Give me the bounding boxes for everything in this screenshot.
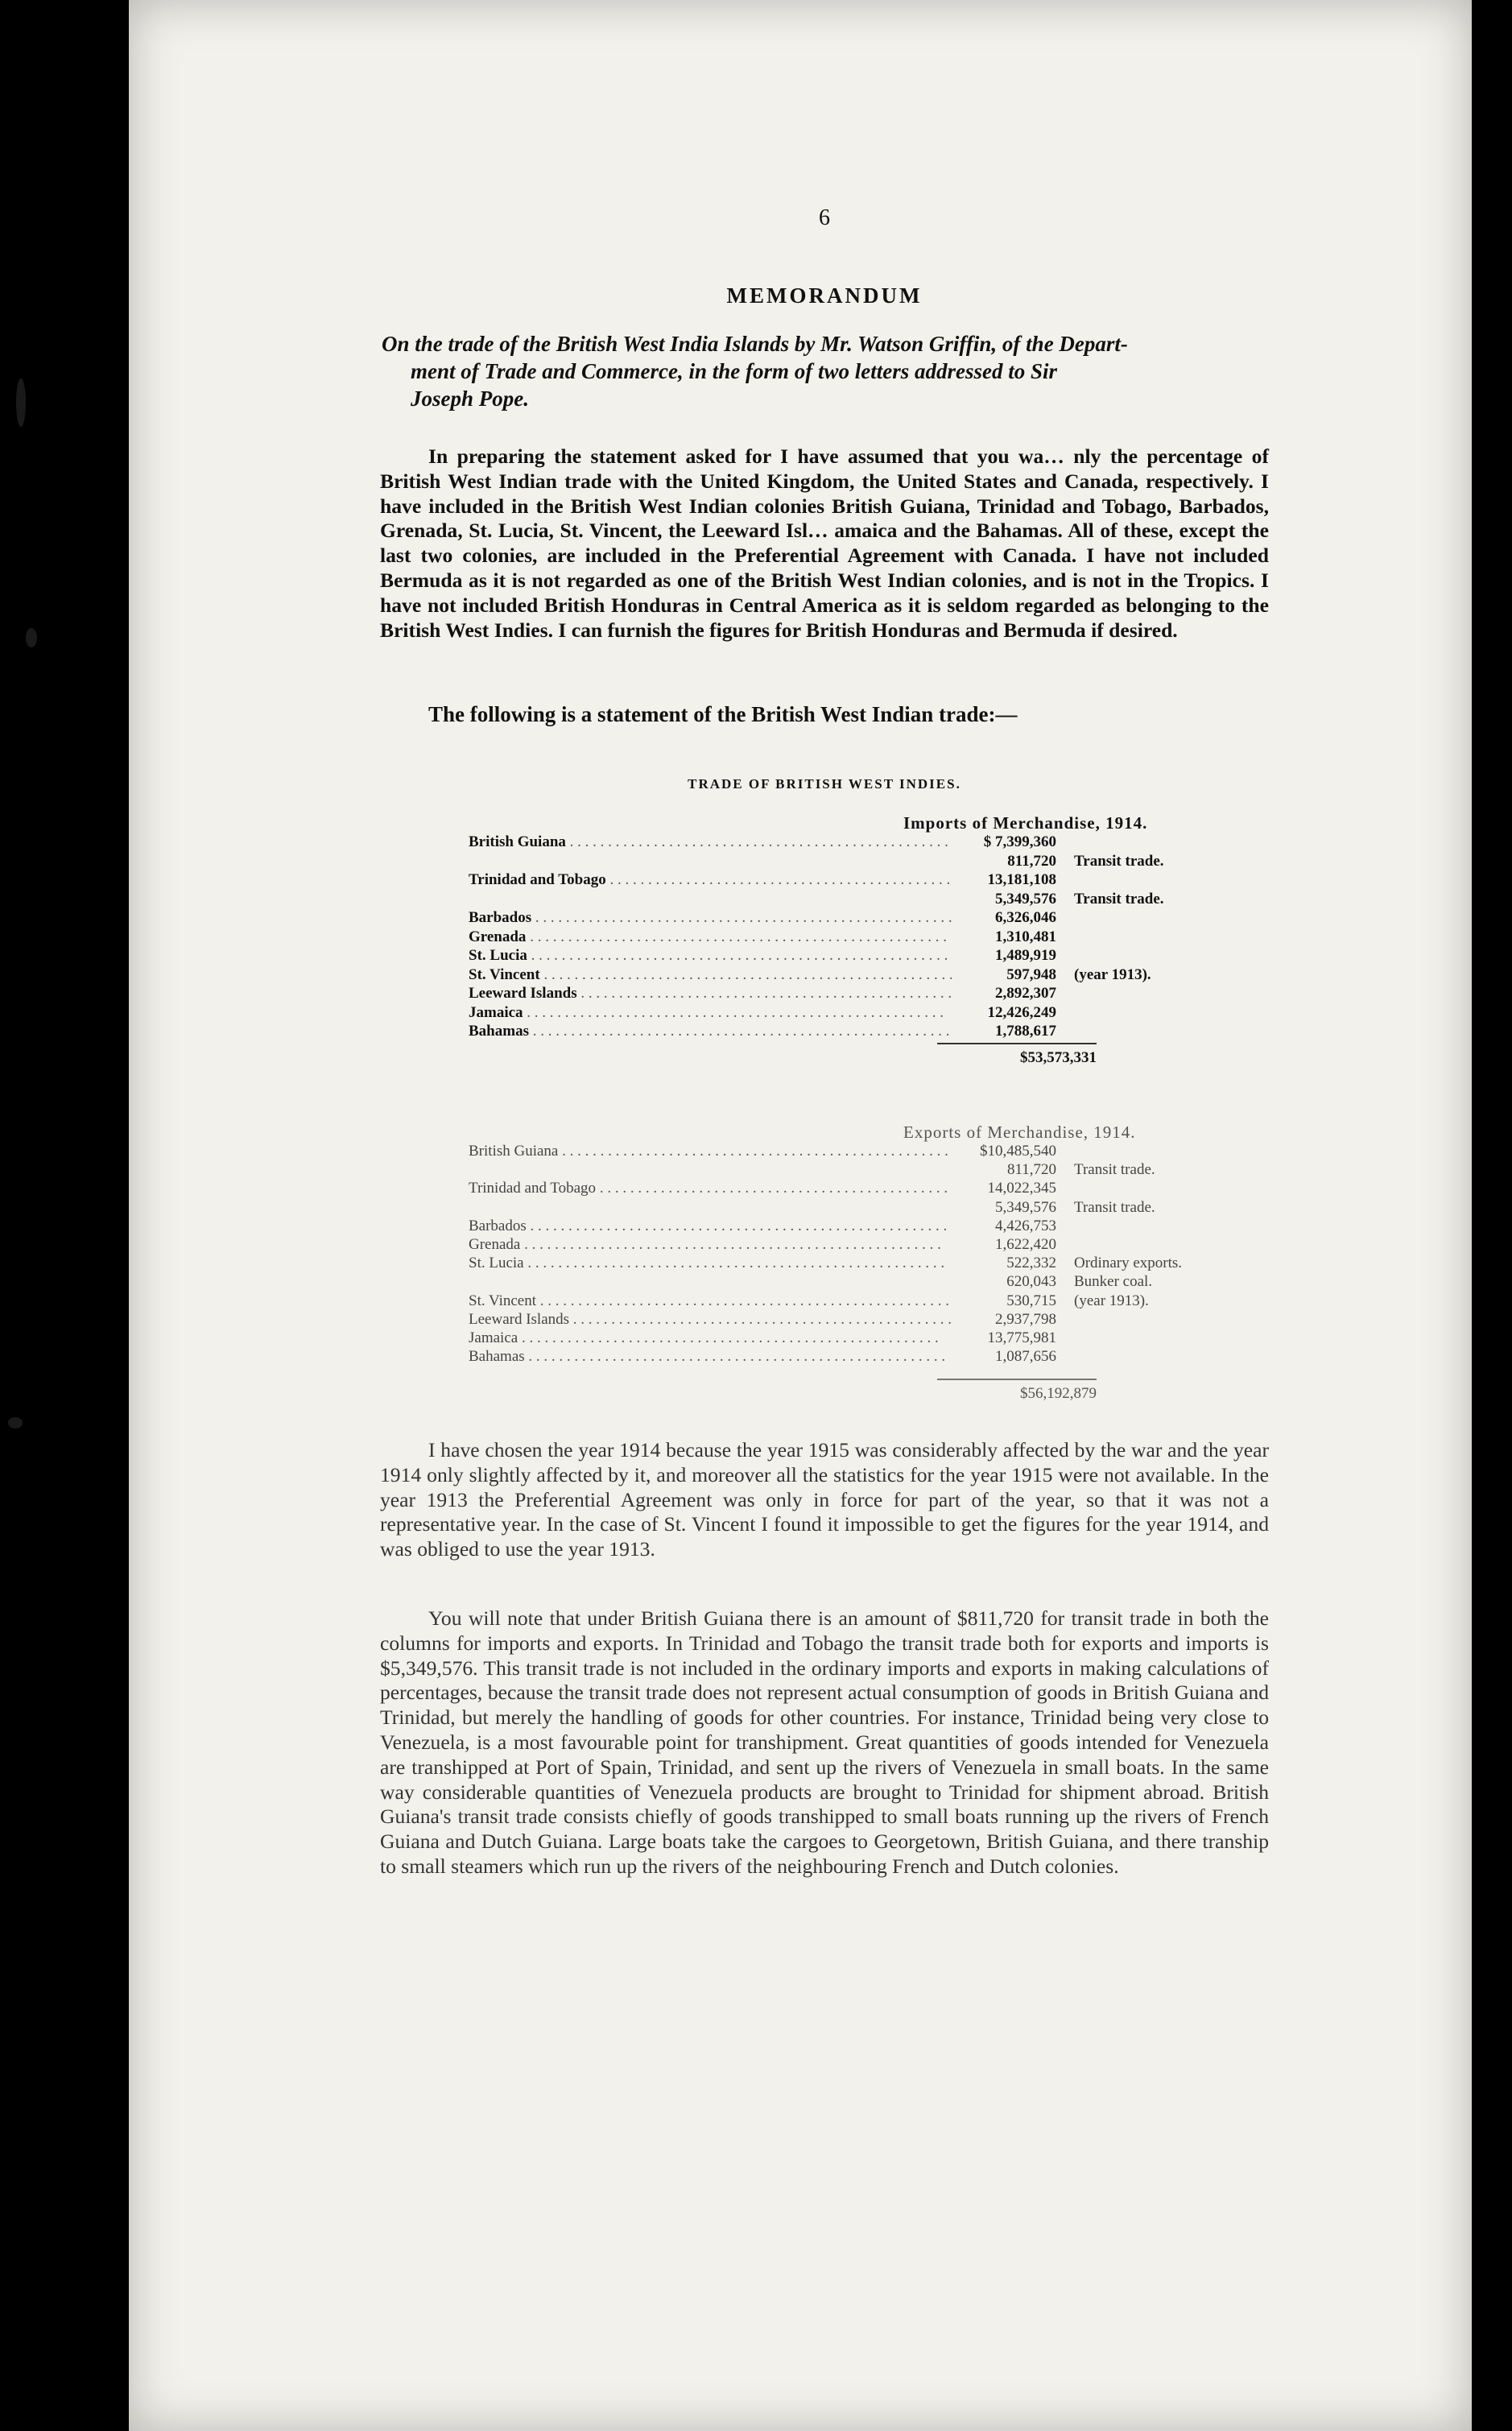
imports-row-label: St. Vincent . . .: [469, 965, 952, 985]
exports-row-value: 1,087,656: [995, 1348, 1056, 1366]
paragraph-statement-intro: The following is a statement of the British West Indian trade:—: [428, 702, 1018, 726]
imports-row: [469, 1022, 1274, 1041]
exports-row-value: 522,332: [1006, 1255, 1056, 1272]
imports-row-label: Jamaica . . .: [469, 1003, 952, 1023]
exports-row-value: 1,622,420: [995, 1236, 1056, 1253]
exports-row-value: $10,485,540: [980, 1143, 1056, 1160]
table-title: TRADE OF BRITISH WEST INDIES.: [688, 776, 961, 792]
imports-row-label: Leeward Islands . . .: [469, 984, 952, 1003]
paragraph-transit-trade: You will note that under British Guiana there is an amount of $811,720 for transit trade in both the columns for imports and exports. In Trinidad and Tobago the transit trade both for exports and imports is $5,349,576. This transit trade is not included in the ordinary imports and exports in making calculations of percentages, because the transit trade does not represent actual consumption of goods in British Guiana and Trinidad, but merely the handling of goods for other countries. For instance, Trinidad being very close to Venezuela, is a most favourable point for transhipment. Great quantities of goods intended for Venezuela are transhipped at Port of Spain, Trinidad, and sent up the rivers of Venezuela in small boats. In the same way considerable quantities of Venezuela products are brought to Trinidad for shipment abroad. British Guiana's transit trade consists chiefly of goods transhipped to small boats running up the rivers of French Guiana and Dutch Guiana. Large boats take the cargoes to Georgetown, British Guiana, and there tranship to small steamers which run up the rivers of the neighbouring French and Dutch colonies.: [380, 1606, 1269, 1878]
scan-speck: [26, 628, 37, 647]
imports-row-value: 811,720: [1007, 852, 1056, 870]
imports-row-label: Trinidad and Tobago . . .: [469, 870, 952, 890]
exports-row-note: Transit trade.: [1074, 1198, 1155, 1216]
exports-row-label: Grenada . . .: [469, 1235, 952, 1255]
scan-speck: [8, 1417, 23, 1428]
imports-total-rule: [937, 1043, 1097, 1044]
exports-row-note: Bunker coal.: [1074, 1273, 1153, 1291]
exports-row: [469, 1329, 1274, 1348]
imports-row: [469, 833, 1274, 852]
exports-row-label: St. Vincent . . .: [469, 1292, 952, 1311]
exports-row-value: 811,720: [1006, 1161, 1056, 1179]
imports-row: [469, 984, 1274, 1003]
exports-row: [469, 1272, 1274, 1292]
subtitle-line-2: ment of Trade and Commerce, in the form of two letters addressed to Sir: [411, 359, 1057, 383]
subtitle-line-3: Joseph Pope.: [411, 387, 529, 411]
paragraph-preparation: In preparing the statement asked for I have assumed that you wa… nly the percentage of British West Indian trade with the United Kingdom, the United States and Canada, respectively. I have included in the British West Indian colonies British Guiana, Trinidad and Tobago, Barbados, Grenada, St. Lucia, St. Vincent, the Leeward Isl… amaica and the Bahamas. All of these, except the last two colonies, are included in the Preferential Agreement with Canada. I have not included Bermuda as it is not regarded as one of the British West Indian colonies, and is not in the Tropics. I have not included British Honduras in Central America as it is seldom regarded as belonging to the British West Indies. I can furnish the figures for British Honduras and Bermuda if desired.: [380, 444, 1269, 642]
exports-row: [469, 1217, 1274, 1236]
exports-row: [469, 1254, 1274, 1273]
imports-row-label: Grenada . . .: [469, 928, 952, 947]
exports-row-value: 530,715: [1006, 1292, 1056, 1309]
exports-row: [469, 1160, 1274, 1180]
exports-row-note: Transit trade.: [1074, 1161, 1155, 1179]
imports-total: $53,573,331: [1020, 1049, 1097, 1066]
exports-row-value: 5,349,576: [995, 1198, 1056, 1216]
page-number: 6: [819, 205, 830, 230]
exports-row-value: 2,937,798: [995, 1310, 1056, 1328]
exports-row: [469, 1198, 1274, 1218]
exports-row: [469, 1235, 1274, 1255]
exports-row-value: 14,022,345: [987, 1180, 1056, 1197]
imports-row-value: 597,948: [1006, 965, 1056, 983]
document-page: [129, 0, 1472, 2431]
exports-row-label: Bahamas . . .: [469, 1347, 952, 1366]
exports-row: [469, 1292, 1274, 1311]
imports-row-value: $ 7,399,360: [983, 833, 1056, 850]
imports-row-note: (year 1913).: [1074, 965, 1151, 983]
imports-row-value: 12,426,249: [987, 1003, 1056, 1021]
imports-row-label: British Guiana . . .: [469, 833, 952, 852]
imports-row-value: 2,892,307: [995, 985, 1056, 1002]
exports-row-label: Leeward Islands . . .: [469, 1310, 952, 1329]
exports-row-label: British Guiana . . .: [469, 1142, 952, 1161]
exports-total: $56,192,879: [1020, 1385, 1097, 1402]
imports-row-value: 13,181,108: [987, 871, 1056, 888]
exports-header: Exports of Merchandise, 1914.: [903, 1122, 1136, 1142]
imports-row-value: 1,489,919: [995, 947, 1056, 964]
exports-row: [469, 1179, 1274, 1198]
imports-row-note: Transit trade.: [1074, 852, 1164, 870]
imports-row-value: 5,349,576: [995, 890, 1056, 907]
imports-row: [469, 1003, 1274, 1023]
imports-row: [469, 852, 1274, 871]
exports-total-rule: [937, 1379, 1097, 1380]
imports-row-label: St. Lucia . . .: [469, 946, 952, 965]
subtitle-line-1: On the trade of the British West India Islands by Mr. Watson Griffin, of the Depart-: [382, 332, 1128, 356]
imports-row-label: Barbados . . .: [469, 908, 952, 928]
exports-row-label: Jamaica . . .: [469, 1329, 952, 1348]
paragraph-year-choice: I have chosen the year 1914 because the year 1915 was considerably affected by the war and the year 1914 only slightly affected by it, and moreover all the statistics for the year 1915 were not available. In the year 1913 the Preferential Agreement was only in force for part of the year, so that it was not a representative year. In the case of St. Vincent I found it impossible to get the figures for the year 1914, and was obliged to use the year 1913.: [380, 1438, 1269, 1561]
exports-row-label: Trinidad and Tobago . . .: [469, 1179, 952, 1198]
imports-header: Imports of Merchandise, 1914.: [903, 813, 1148, 833]
imports-row: [469, 946, 1274, 965]
imports-row: [469, 890, 1274, 909]
scan-speck: [16, 378, 26, 427]
exports-row: [469, 1347, 1274, 1366]
imports-row: [469, 908, 1274, 928]
exports-row-value: 4,426,753: [995, 1217, 1056, 1234]
imports-row: [469, 965, 1274, 985]
exports-row: [469, 1310, 1274, 1329]
imports-row-value: 1,788,617: [995, 1023, 1056, 1040]
exports-row-label: Barbados . . .: [469, 1217, 952, 1236]
exports-row-note: Ordinary exports.: [1074, 1255, 1183, 1272]
imports-row-note: Transit trade.: [1074, 890, 1164, 907]
imports-row: [469, 870, 1274, 890]
exports-row-value: 620,043: [1006, 1273, 1056, 1291]
memorandum-subtitle: [380, 330, 1272, 412]
imports-row-value: 6,326,046: [995, 909, 1056, 926]
exports-row: [469, 1142, 1274, 1161]
imports-row-label: Bahamas . . .: [469, 1022, 952, 1041]
imports-row: [469, 928, 1274, 947]
exports-row-label: St. Lucia . . .: [469, 1254, 952, 1273]
imports-row-value: 1,310,481: [995, 928, 1056, 945]
exports-row-value: 13,775,981: [987, 1329, 1056, 1346]
memorandum-heading: MEMORANDUM: [726, 283, 923, 308]
exports-row-note: (year 1913).: [1074, 1292, 1149, 1309]
